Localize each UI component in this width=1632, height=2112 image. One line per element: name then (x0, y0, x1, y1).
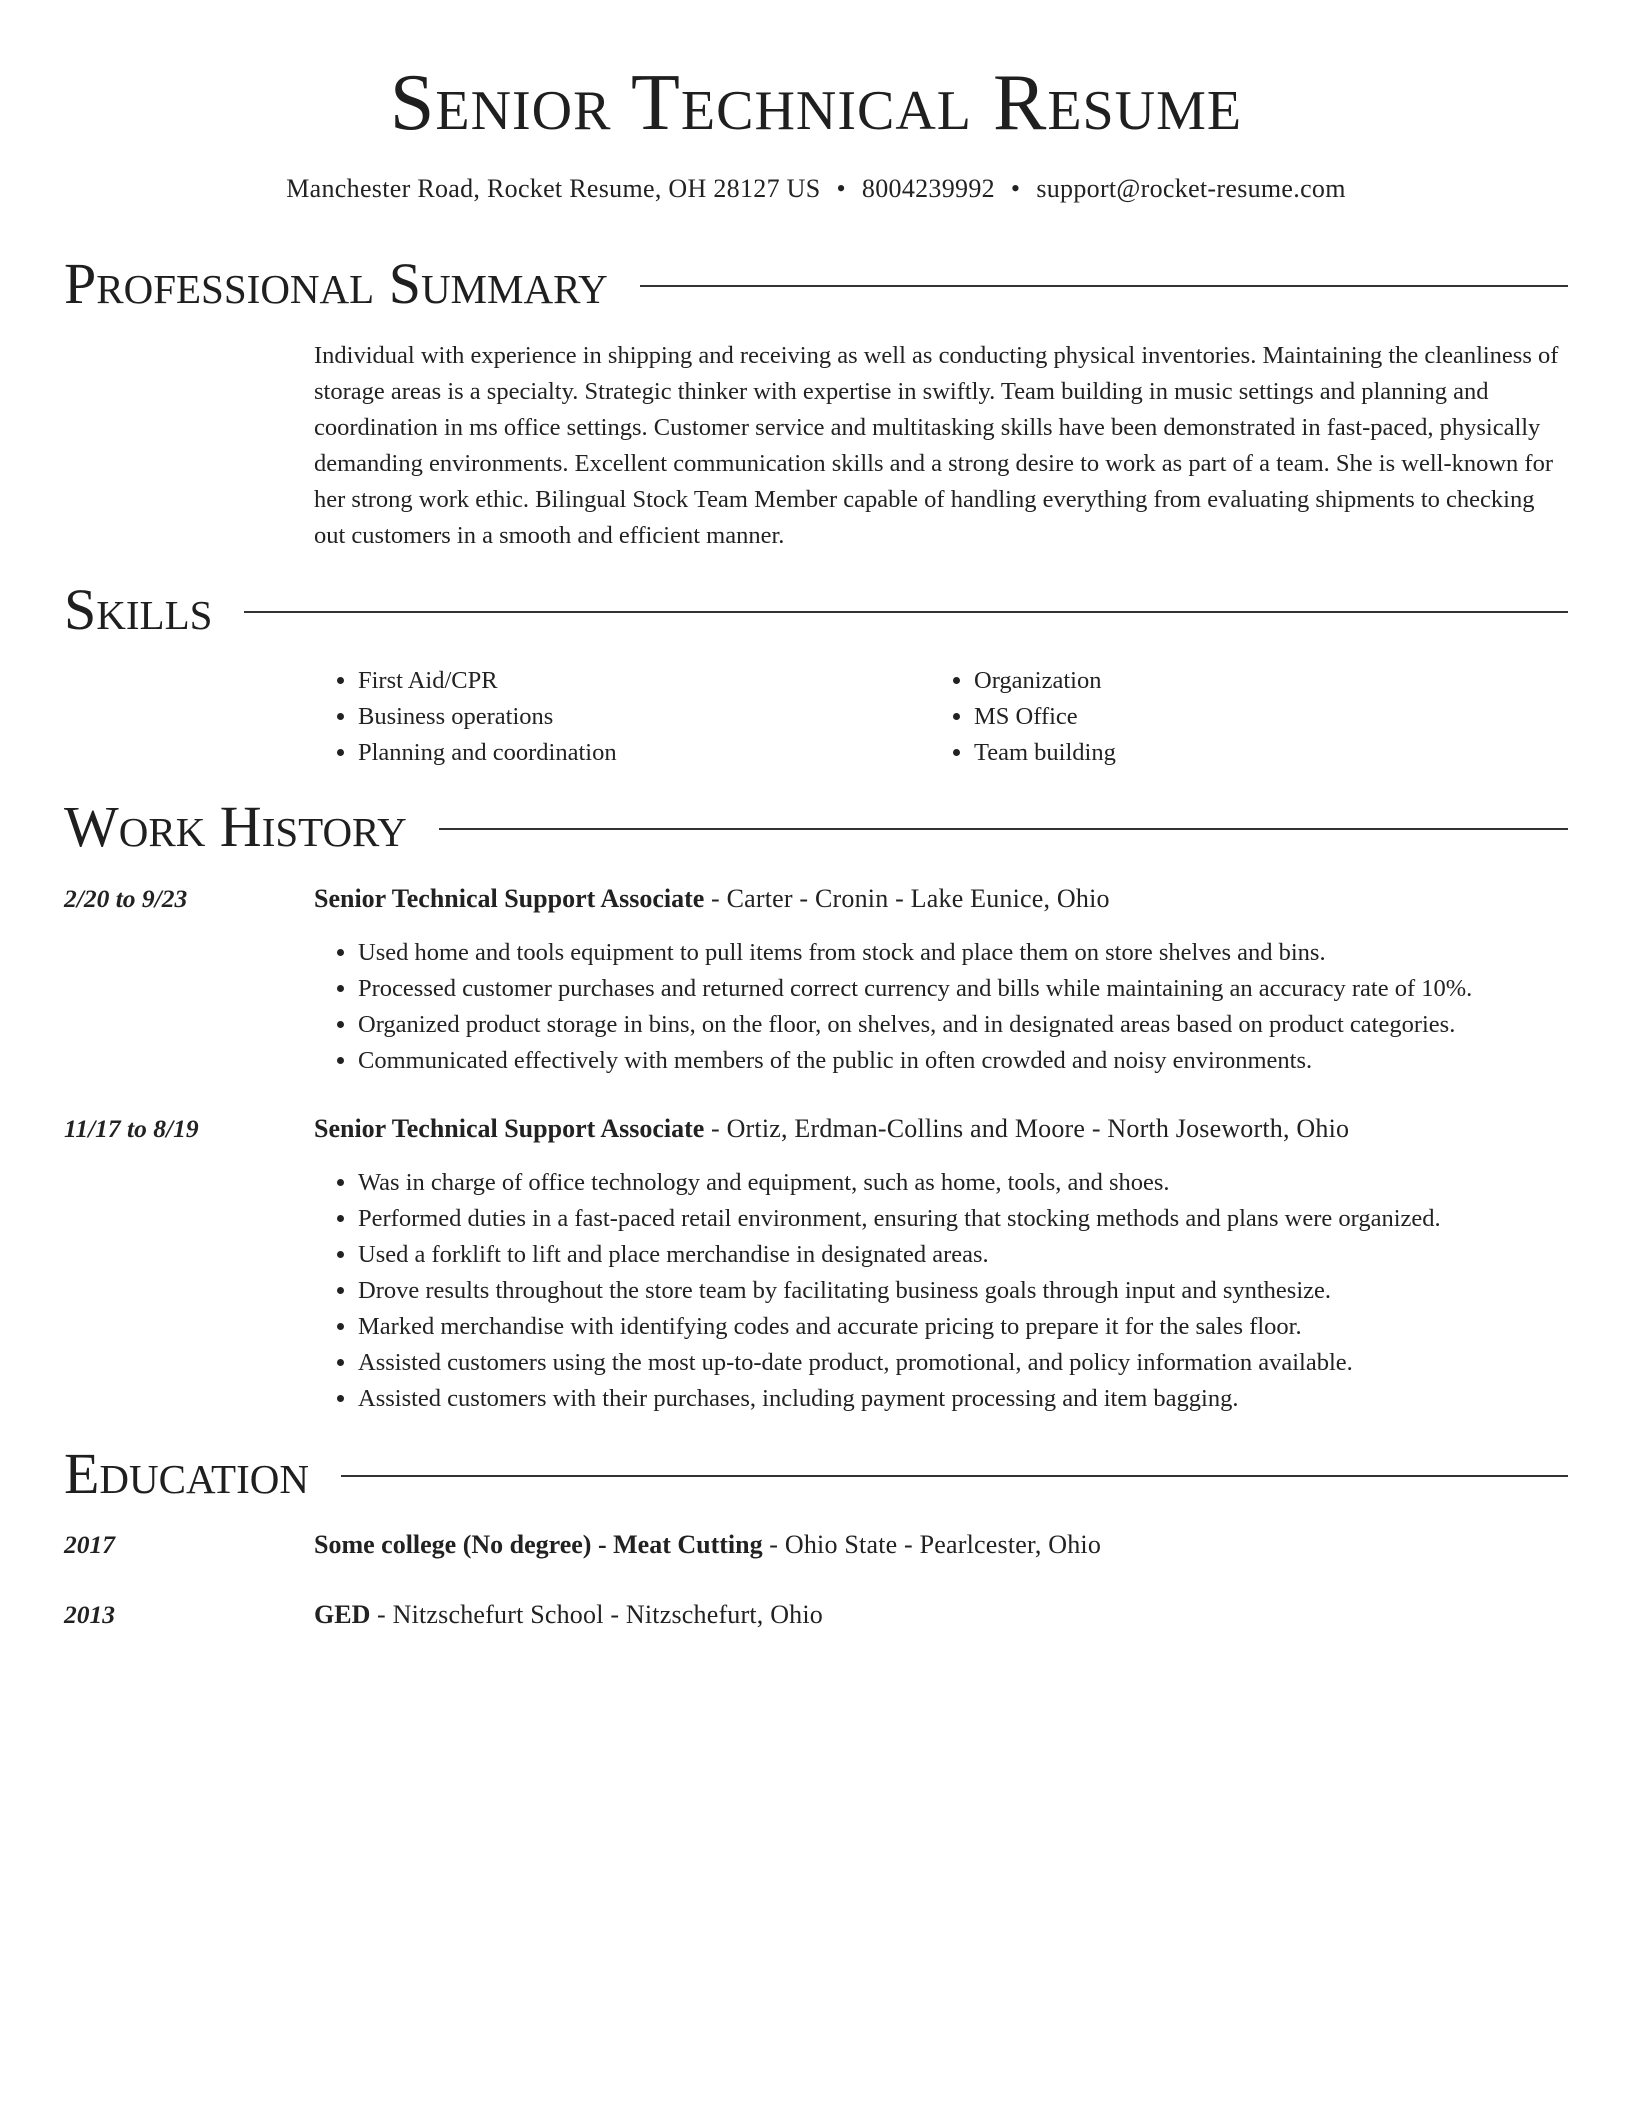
work-section-heading (64, 795, 1568, 859)
contact-email: support@rocket-resume.com (1036, 174, 1346, 203)
job-bullet: • Used home and tools equipment to pull items from stock and place them on store shelves and bins. (358, 935, 1574, 971)
job-details: - Carter - Cronin - Lake Eunice, Ohio (704, 884, 1110, 913)
job-title: Senior Technical Support Associate (314, 884, 705, 913)
job-bullet: • Performed duties in a fast-paced retail environment, ensuring that stocking methods and plans were organized. (358, 1201, 1574, 1237)
job-bullet: • Marked merchandise with identifying codes and accurate pricing to prepare it for the sales floor. (358, 1309, 1574, 1345)
job-bullet: • Communicated effectively with members of the public in often crowded and noisy environments. (358, 1043, 1574, 1079)
job-bullet: • Was in charge of office technology and equipment, such as home, tools, and shoes. (358, 1165, 1574, 1201)
section-divider (341, 1475, 1568, 1477)
job-bullets (314, 935, 1574, 1079)
education-heading (314, 1527, 1101, 1563)
contact-separator: • (1010, 174, 1021, 203)
job-bullet: • Drove results throughout the store team by facilitating business goals through input and synthesize. (358, 1273, 1574, 1309)
contact-address: Manchester Road, Rocket Resume, OH 28127 US (286, 174, 821, 203)
resume-title: Senior Technical Resume (389, 59, 1243, 147)
job-dates: 2/20 to 9/23 (64, 884, 188, 913)
skills-column-left (314, 663, 874, 771)
skill-item: • Business operations (358, 699, 874, 735)
job-heading (314, 881, 1110, 917)
skill-item: • Planning and coordination (358, 735, 874, 771)
skill-item: • MS Office (974, 699, 1490, 735)
job-bullets (314, 1165, 1574, 1417)
job-bullet: • Assisted customers with their purchases, including payment processing and item bagging. (358, 1381, 1574, 1417)
job-heading (314, 1111, 1349, 1147)
skills-section-title: Skills (64, 577, 213, 642)
education-degree: Some college (No degree) - Meat Cutting (314, 1530, 763, 1559)
skills-section-heading (64, 578, 1568, 642)
summary-text: Individual with experience in shipping and receiving as well as conducting physical inventories. Maintaining the cleanliness of storage areas is a specialty. Strategic thinker with expertise in swiftly. Team building in music settings and planning and coordination in ms office settings. Customer service and multitasking skills have been demonstrated in fast-paced, physically demanding environments. Excellent communication skills and a strong desire to work as part of a team. She is well-known for her strong work ethic. Bilingual Stock Team Member capable of handling everything from evaluating shipments to checking out customers in a smooth and efficient manner. (314, 342, 1559, 549)
skill-item: • Team building (974, 735, 1490, 771)
job-title: Senior Technical Support Associate (314, 1114, 705, 1143)
education-year: 2017 (64, 1530, 115, 1559)
education-details: - Nitzschefurt School - Nitzschefurt, Ohio (370, 1600, 823, 1629)
skill-item: • First Aid/CPR (358, 663, 874, 699)
education-year: 2013 (64, 1600, 115, 1629)
job-dates: 11/17 to 8/19 (64, 1114, 199, 1143)
job-bullet: • Organized product storage in bins, on the floor, on shelves, and in designated areas based on product categories. (358, 1007, 1574, 1043)
summary-section-title: Professional Summary (64, 251, 608, 316)
education-heading (314, 1597, 823, 1633)
skills-column-right (930, 663, 1490, 771)
education-section-heading (64, 1442, 1568, 1506)
education-details: - Ohio State - Pearlcester, Ohio (762, 1530, 1102, 1559)
education-section-title: Education (64, 1441, 309, 1506)
education-degree: GED (314, 1600, 371, 1629)
job-bullet: • Used a forklift to lift and place merchandise in designated areas. (358, 1237, 1574, 1273)
section-divider (244, 611, 1568, 613)
contact-line (0, 172, 1632, 206)
contact-phone: 8004239992 (861, 174, 995, 203)
contact-separator: • (836, 174, 846, 203)
job-bullet: • Assisted customers using the most up-to-date product, promotional, and policy information available. (358, 1345, 1574, 1381)
work-section-title: Work History (64, 794, 407, 859)
skill-item: • Organization (974, 663, 1490, 699)
job-details: - Ortiz, Erdman-Collins and Moore - North Joseworth, Ohio (704, 1114, 1350, 1143)
job-bullet: • Processed customer purchases and returned correct currency and bills while maintaining an accuracy rate of 10%. (358, 971, 1574, 1007)
section-divider (439, 828, 1568, 830)
summary-section-heading (64, 252, 1568, 316)
section-divider (640, 285, 1568, 287)
